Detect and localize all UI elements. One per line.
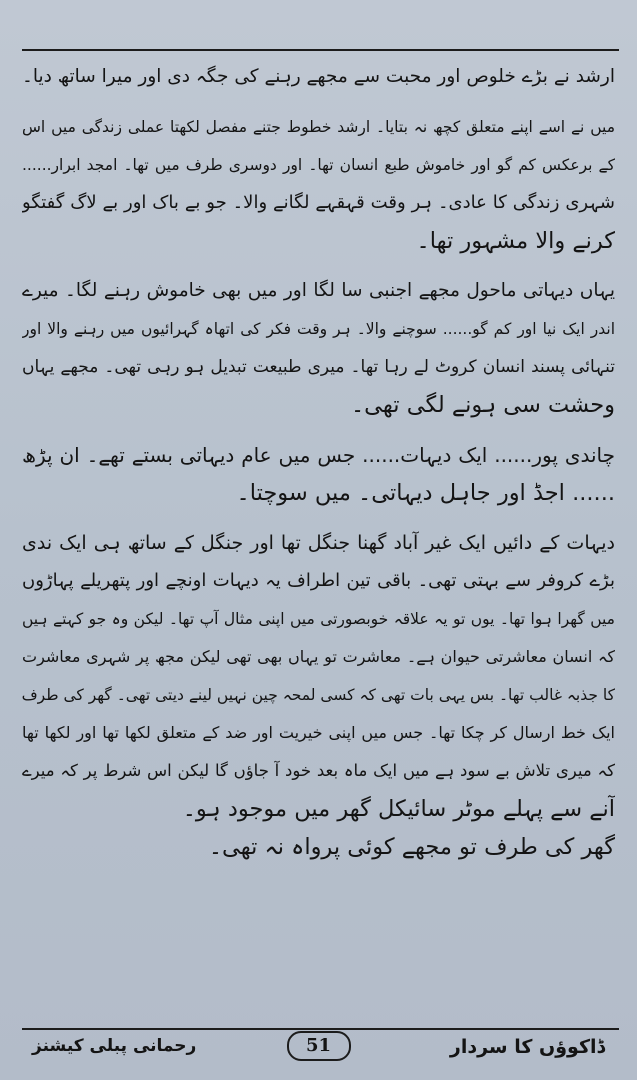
text-line: میں نے اسے اپنے متعلق کچھ نہ بتایا۔ ارشد خطوط جتنے مفصل لکھتا عملی زندگی میں اس [22, 118, 615, 136]
page-footer [22, 1030, 615, 1070]
publisher-name: رحمانی پبلی کیشنز [32, 1036, 197, 1056]
text-line: بڑے کروفر سے بہتی تھی۔ باقی تین اطراف یہ دیہات اونچے اور پتھریلے پہاڑوں [22, 570, 615, 591]
text-line: کے برعکس کم گو اور خاموش طبع انسان تھا۔ اور دوسری طرف میں تھا۔ امجد ابرار...... [22, 156, 615, 174]
text-line: گھر کی طرف تو مجھے کوئی پرواہ نہ تھی۔ [208, 834, 615, 860]
text-line: شہری زندگی کا عادی۔ ہر وقت قہقہے لگانے والا۔ جو بے باک اور بے لاگ گفتگو [22, 192, 615, 213]
page-number: 51 [287, 1031, 351, 1061]
text-line: کہ میری تلاش بے سود ہے میں ایک ماہ بعد خود آ جاؤں گا لیکن اس شرط پر کہ میرے [22, 761, 615, 780]
text-line: میں گھرا ہوا تھا۔ یوں تو یہ علاقہ خوبصورتی میں اپنی مثال آپ تھا۔ لیکن وہ جو کہتے ہیں [22, 610, 615, 628]
top-rule [22, 49, 619, 51]
text-line: کہ انسان معاشرتی حیوان ہے۔ معاشرت تو یہاں بھی تھی لیکن مجھ پر شہری معاشرت [22, 647, 615, 666]
text-line: تنہائی پسند انسان کروٹ لے رہا تھا۔ میری طبیعت تبدیل ہو رہی تھی۔ مجھے یہاں [22, 357, 615, 377]
page-body-text [22, 58, 615, 866]
text-line: چاندی پور...... ایک دیہات...... جس میں عام دیہاتی بستے تھے۔ ان پڑھ [22, 443, 615, 467]
text-line: کا جذبہ غالب تھا۔ بس یہی بات تھی کہ کسی لمحہ چین نہیں لینے دیتی تھی۔ گھر کی طرف [22, 686, 615, 704]
text-line: کرنے والا مشہور تھا۔ [416, 228, 615, 254]
text-line: وحشت سی ہونے لگی تھی۔ [350, 392, 615, 418]
text-line: ...... اجڈ اور جاہل دیہاتی۔ میں سوچتا۔ [236, 480, 615, 506]
book-title: ڈاکوؤں کا سردار [449, 1036, 605, 1058]
text-line: ایک خط ارسال کر چکا تھا۔ جس میں اپنی خیریت اور ضد کے متعلق لکھا تھا اور لکھا تھا [22, 723, 615, 742]
text-line: اندر ایک نیا اور کم گو...... سوچنے والا۔ ہر وقت فکر کی اتھاہ گہرائیوں میں رہنے والا اور [22, 320, 615, 338]
text-line: یہاں دیہاتی ماحول مجھے اجنبی سا لگا اور میں بھی خاموش رہنے لگا۔ میرے [22, 280, 615, 301]
text-line: ارشد نے بڑے خلوص اور محبت سے مجھے رہنے کی جگہ دی اور میرا ساتھ دیا۔ [22, 66, 615, 87]
text-line: دیہات کے دائیں ایک غیر آباد گھنا جنگل تھا اور جنگل کے ساتھ ہی ایک ندی [22, 532, 615, 554]
text-line: آنے سے پہلے موٹر سائیکل گھر میں موجود ہو۔ [182, 796, 615, 822]
